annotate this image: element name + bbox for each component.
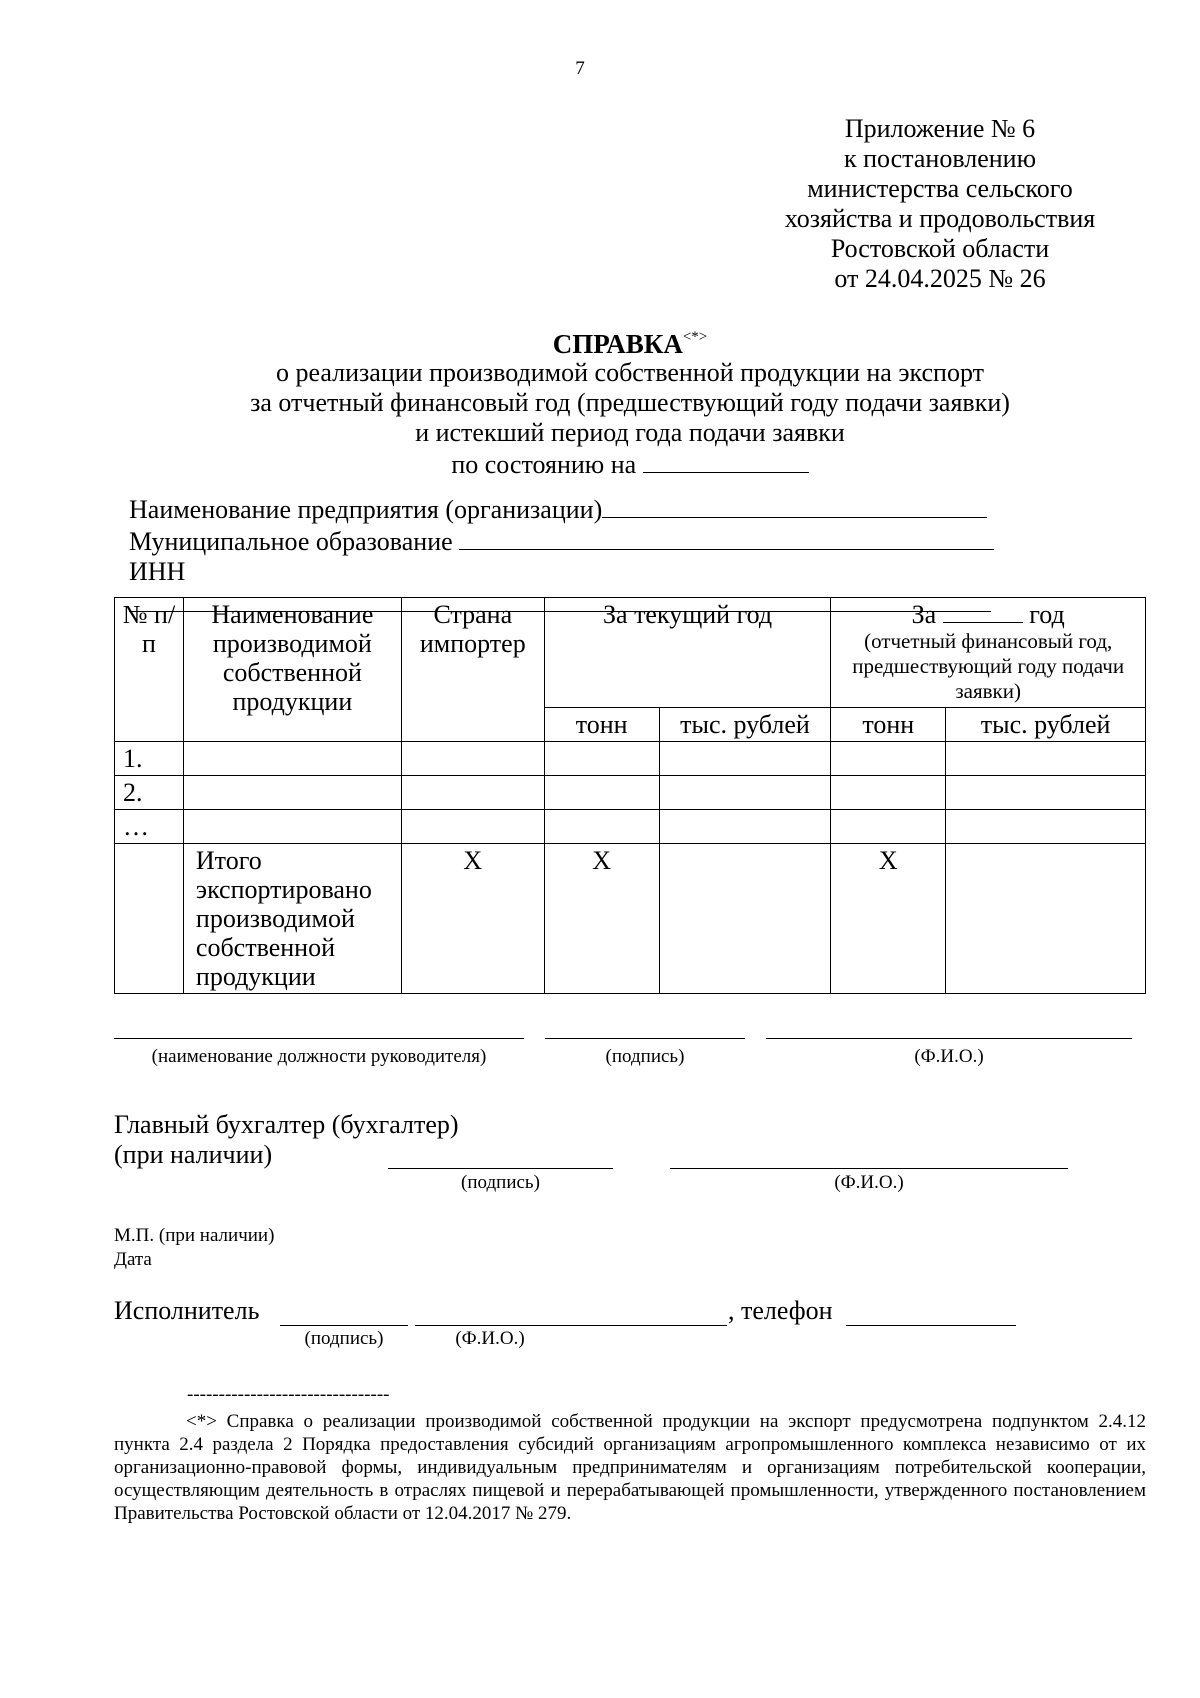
executor-fio-line[interactable] bbox=[415, 1325, 727, 1326]
appendix-line: Приложение № 6 bbox=[844, 114, 1036, 143]
executor-fio-caption: (Ф.И.О.) bbox=[455, 1328, 525, 1349]
date-label: Дата bbox=[114, 1249, 152, 1270]
subtitle-line: о реализации производимой собственной продукции на экспорт bbox=[276, 358, 984, 387]
head-position-line[interactable] bbox=[114, 1038, 524, 1039]
header-importer-country: Страна импортер bbox=[401, 598, 544, 742]
as-of-label: по состоянию на bbox=[451, 450, 637, 479]
table-cell[interactable] bbox=[544, 810, 659, 844]
previous-year-line: За год bbox=[911, 600, 1065, 629]
table-row bbox=[115, 742, 1146, 776]
table-cell[interactable] bbox=[183, 810, 401, 844]
header-number: № п/п bbox=[115, 598, 184, 742]
x-mark: X bbox=[544, 844, 659, 994]
document-subtitle bbox=[0, 358, 1200, 480]
accountant-fio-line[interactable] bbox=[670, 1168, 1068, 1169]
header-current-year: За текущий год bbox=[544, 598, 831, 708]
title-text: СПРАВКА bbox=[552, 329, 683, 359]
table-row bbox=[115, 810, 1146, 844]
subheader-tons-current: тонн bbox=[544, 708, 659, 742]
phone-label: , телефон bbox=[728, 1296, 833, 1325]
subheader-rub-current: тыс. рублей bbox=[659, 708, 831, 742]
table-cell[interactable] bbox=[544, 776, 659, 810]
head-position-caption: (наименование должности руководителя) bbox=[151, 1046, 487, 1067]
row-number: … bbox=[115, 810, 184, 844]
header-previous-year bbox=[831, 598, 1146, 708]
table-cell[interactable] bbox=[183, 742, 401, 776]
executor-label: Исполнитель bbox=[114, 1296, 260, 1325]
table-cell[interactable] bbox=[659, 742, 831, 776]
subtitle-line: за отчетный финансовый год (предшествующий году подачи заявки) bbox=[250, 388, 1010, 417]
accountant-signature-caption: (подпись) bbox=[461, 1172, 540, 1193]
table-cell[interactable] bbox=[946, 844, 1146, 994]
subtitle-line-date bbox=[0, 448, 1200, 480]
table-cell[interactable] bbox=[946, 742, 1146, 776]
table-cell[interactable] bbox=[401, 742, 544, 776]
head-fio-line[interactable] bbox=[766, 1038, 1132, 1039]
x-mark: X bbox=[401, 844, 544, 994]
table-cell[interactable] bbox=[659, 776, 831, 810]
table-cell[interactable] bbox=[401, 776, 544, 810]
phone-line[interactable] bbox=[846, 1325, 1016, 1326]
municipality-blank[interactable] bbox=[459, 525, 994, 550]
appendix-line: к постановлению bbox=[843, 144, 1037, 173]
total-label: Итого экспортировано производимой собственной продукции bbox=[183, 844, 401, 994]
executor-signature-caption: (подпись) bbox=[304, 1328, 384, 1349]
org-name-label: Наименование предприятия (организации) bbox=[129, 495, 603, 524]
appendix-line: хозяйства и продовольствия bbox=[784, 204, 1096, 233]
header-product-name: Наименование производимой собственной продукции bbox=[183, 598, 401, 742]
year-blank[interactable] bbox=[943, 600, 1023, 623]
table-cell[interactable] bbox=[401, 810, 544, 844]
document-title bbox=[0, 322, 1200, 359]
executor-signature-line[interactable] bbox=[280, 1325, 408, 1326]
x-mark: X bbox=[831, 844, 946, 994]
as-of-date-blank[interactable] bbox=[643, 448, 809, 473]
table-cell[interactable] bbox=[831, 742, 946, 776]
accountant-signature-line[interactable] bbox=[388, 1168, 613, 1169]
table-cell[interactable] bbox=[659, 844, 831, 994]
table-cell bbox=[115, 844, 184, 994]
table-cell[interactable] bbox=[659, 810, 831, 844]
head-fio-caption: (Ф.И.О.) bbox=[914, 1046, 984, 1067]
table-cell[interactable] bbox=[544, 742, 659, 776]
table-row bbox=[115, 776, 1146, 810]
total-row bbox=[115, 844, 1146, 994]
inn-label: ИНН bbox=[129, 557, 186, 586]
head-signature-line[interactable] bbox=[545, 1038, 745, 1039]
row-number: 1. bbox=[115, 742, 184, 776]
appendix-line: от 24.04.2025 № 26 bbox=[834, 264, 1046, 293]
page-number: 7 bbox=[575, 58, 585, 79]
accountant-fio-caption: (Ф.И.О.) bbox=[834, 1172, 904, 1193]
head-signature-caption: (подпись) bbox=[605, 1046, 685, 1067]
appendix-line: Ростовской области bbox=[830, 234, 1050, 263]
org-name-blank[interactable] bbox=[602, 493, 987, 518]
appendix-line: министерства сельского bbox=[807, 174, 1073, 203]
subheader-rub-previous: тыс. рублей bbox=[946, 708, 1146, 742]
table-cell[interactable] bbox=[946, 776, 1146, 810]
row-number: 2. bbox=[115, 776, 184, 810]
subtitle-line: и истекший период года подачи заявки bbox=[415, 418, 845, 447]
appendix-header bbox=[700, 114, 1180, 294]
table-cell[interactable] bbox=[183, 776, 401, 810]
municipality-label: Муниципальное образование bbox=[129, 527, 453, 556]
org-name-row bbox=[129, 493, 1029, 525]
export-table bbox=[114, 597, 1146, 994]
previous-year-note: (отчетный финансовый год, предшествующий году подачи заявки) bbox=[852, 629, 1125, 703]
stamp-label: М.П. (при наличии) bbox=[114, 1225, 275, 1246]
municipality-row bbox=[129, 525, 1029, 557]
footnote-mark: <*> bbox=[682, 329, 708, 345]
footnote-separator: -------------------------------- bbox=[187, 1384, 390, 1405]
table-cell[interactable] bbox=[831, 810, 946, 844]
table-cell[interactable] bbox=[831, 776, 946, 810]
footnote-text: <*> Справка о реализации производимой собственной продукции на экспорт предусмотрена подпунктом 2.4.12 пункта 2.4 раздела 2 Порядка предоставления субсидий организациям агропромышленного комплекса независимо от их организационно-правовой формы, индивидуальным предпринимателям и организациям потребительской кооперации, осуществляющим деятельность в отраслях пищевой и перерабатывающей промышленности, утвержденного постановлением Правительства Ростовской области от 12.04.2017 № 279. bbox=[114, 1411, 1146, 1524]
accountant-title: Главный бухгалтер (бухгалтер) (при наличии) bbox=[114, 1110, 459, 1169]
table-cell[interactable] bbox=[946, 810, 1146, 844]
subheader-tons-previous: тонн bbox=[831, 708, 946, 742]
